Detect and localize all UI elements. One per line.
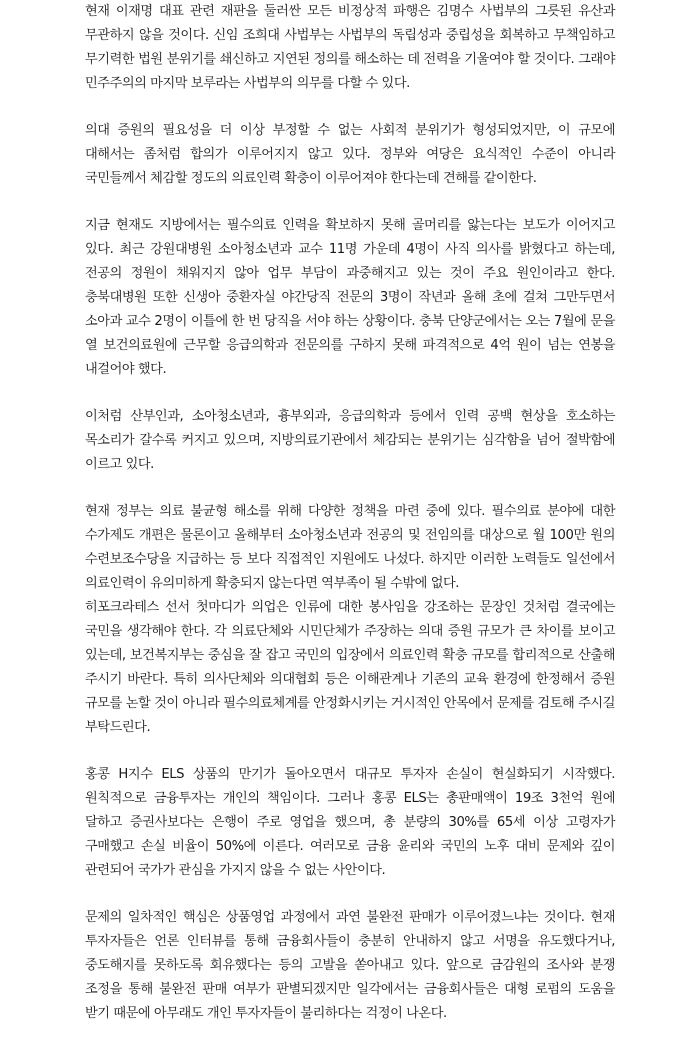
- paragraph-hippocratic-oath: 히포크라테스 선서 첫마디가 의업은 인류에 대한 봉사임을 강조하는 문장인 것처럼 결국에는 국민을 생각해야 한다. 각 의료단체와 시민단체가 주장하는 의대 증원 규모가 큰 차이를 보이고 있는데, 보건복지부는 중심을 잘 잡고 국민의 입장에서 의료인력 확충 규모를 합리적으로 산출해 주시기 바란다. 특히 의사단체와 의대협회 등은 이해관계나 기존의 교육 환경에 한정해서 증원 규모를 논할 것이 아니라 필수의료체계를 안정화시키는 거시적인 안목에서 문제를 검토해 주시길 부탁드린다.: [85, 600, 615, 735]
- paragraph-judiciary: 현재 이재명 대표 관련 재판을 둘러싼 모든 비정상적 파행은 김명수 사법부의 그릇된 유산과 무관하지 않을 것이다. 신임 조희대 사법부는 사법부의 독립성과 중립성을 회복하고 무책임하고 무기력한 법원 분위기를 쇄신하고 지연된 정의를 해소하는 데 전력을 기울여야 할 것이다. 그래야 민주주의의 마지막 보루라는 사법부의 의무를 다할 수 있다.: [85, 4, 615, 91]
- paragraph-essential-care-gap: 이처럼 산부인과, 소아청소년과, 흉부외과, 응급의학과 등에서 인력 공백 현상을 호소하는 목소리가 갈수록 커지고 있으며, 지방의료기관에서 체감되는 분위기는 심각함을 넘어 절박함에 이르고 있다.: [85, 409, 615, 472]
- paragraph-regional-doctor-shortage: 지금 현재도 지방에서는 필수의료 인력을 확보하지 못해 골머리를 앓는다는 보도가 이어지고 있다. 최근 강원대병원 소아청소년과 교수 11명 가운데 4명이 사직 의사를 밝혔다고 하는데, 전공의 정원이 채워지지 않아 업무 부담이 과중해지고 있는 것이 주요 원인이라고 한다. 충북대병원 또한 신생아 중환자실 야간당직 전문의 3명이 작년과 올해 초에 걸쳐 그만두면서 소아과 교수 2명이 이틀에 한 번 당직을 서야 하는 상황이다. 충북 단양군에서는 오는 7월에 문을 열 보건의료원에 근무할 응급의학과 전문의를 구하지 못해 파격적으로 4억 원이 넘는 연봉을 내걸어야 했다.: [85, 218, 615, 377]
- paragraph-medical-school-quota: 의대 증원의 필요성을 더 이상 부정할 수 없는 사회적 분위기가 형성되었지만, 이 규모에 대해서는 좀처럼 합의가 이루어지지 않고 있다. 정부와 여당은 요식적인 수준이 아니라 국민들께서 체감할 정도의 의료인력 확충이 이루어져야 한다는데 견해를 같이한다.: [85, 123, 615, 186]
- paragraph-hk-els-losses: 홍콩 H지수 ELS 상품의 만기가 돌아오면서 대규모 투자자 손실이 현실화되기 시작했다. 원칙적으로 금융투자는 개인의 책임이다. 그러나 홍콩 ELS는 총판매액이 19조 3천억 원에 달하고 증권사보다는 은행이 주로 영업을 했으며, 총 분량의 30%를 65세 이상 고령자가 구매했고 손실 비율이 50%에 이른다. 여러모로 금융 윤리와 국민의 노후 대비 문제와 깊이 관련되어 국가가 관심을 가지지 않을 수 없는 사안이다.: [85, 767, 615, 878]
- paragraph-mis-selling: 문제의 일차적인 핵심은 상품영업 과정에서 과연 불완전 판매가 이루어졌느냐는 것이다. 현재 투자자들은 언론 인터뷰를 통해 금융회사들이 충분히 안내하지 않고 서명을 유도했다거나, 중도해지를 못하도록 회유했다는 등의 고발을 쏟아내고 있다. 앞으로 금감원의 조사와 분쟁 조정을 통해 불완전 판매 여부가 판별되겠지만 일각에서는 금융회사들은 대형 로펌의 도움을 받기 때문에 아무래도 개인 투자자들이 불리하다는 걱정이 나온다.: [85, 910, 615, 1021]
- document-body: [85, 0, 615, 1049]
- paragraph-government-policy: 현재 정부는 의료 불균형 해소를 위해 다양한 정책을 마련 중에 있다. 필수의료 분야에 대한 수가제도 개편은 물론이고 올해부터 소아청소년과 전공의 및 전임의를 대상으로 월 100만 원의 수련보조수당을 지급하는 등 보다 직접적인 지원에도 나섰다. 하지만 이러한 노력들도 일선에서 의료인력이 유의미하게 확충되지 않는다면 역부족이 될 수밖에 없다.: [85, 504, 615, 591]
